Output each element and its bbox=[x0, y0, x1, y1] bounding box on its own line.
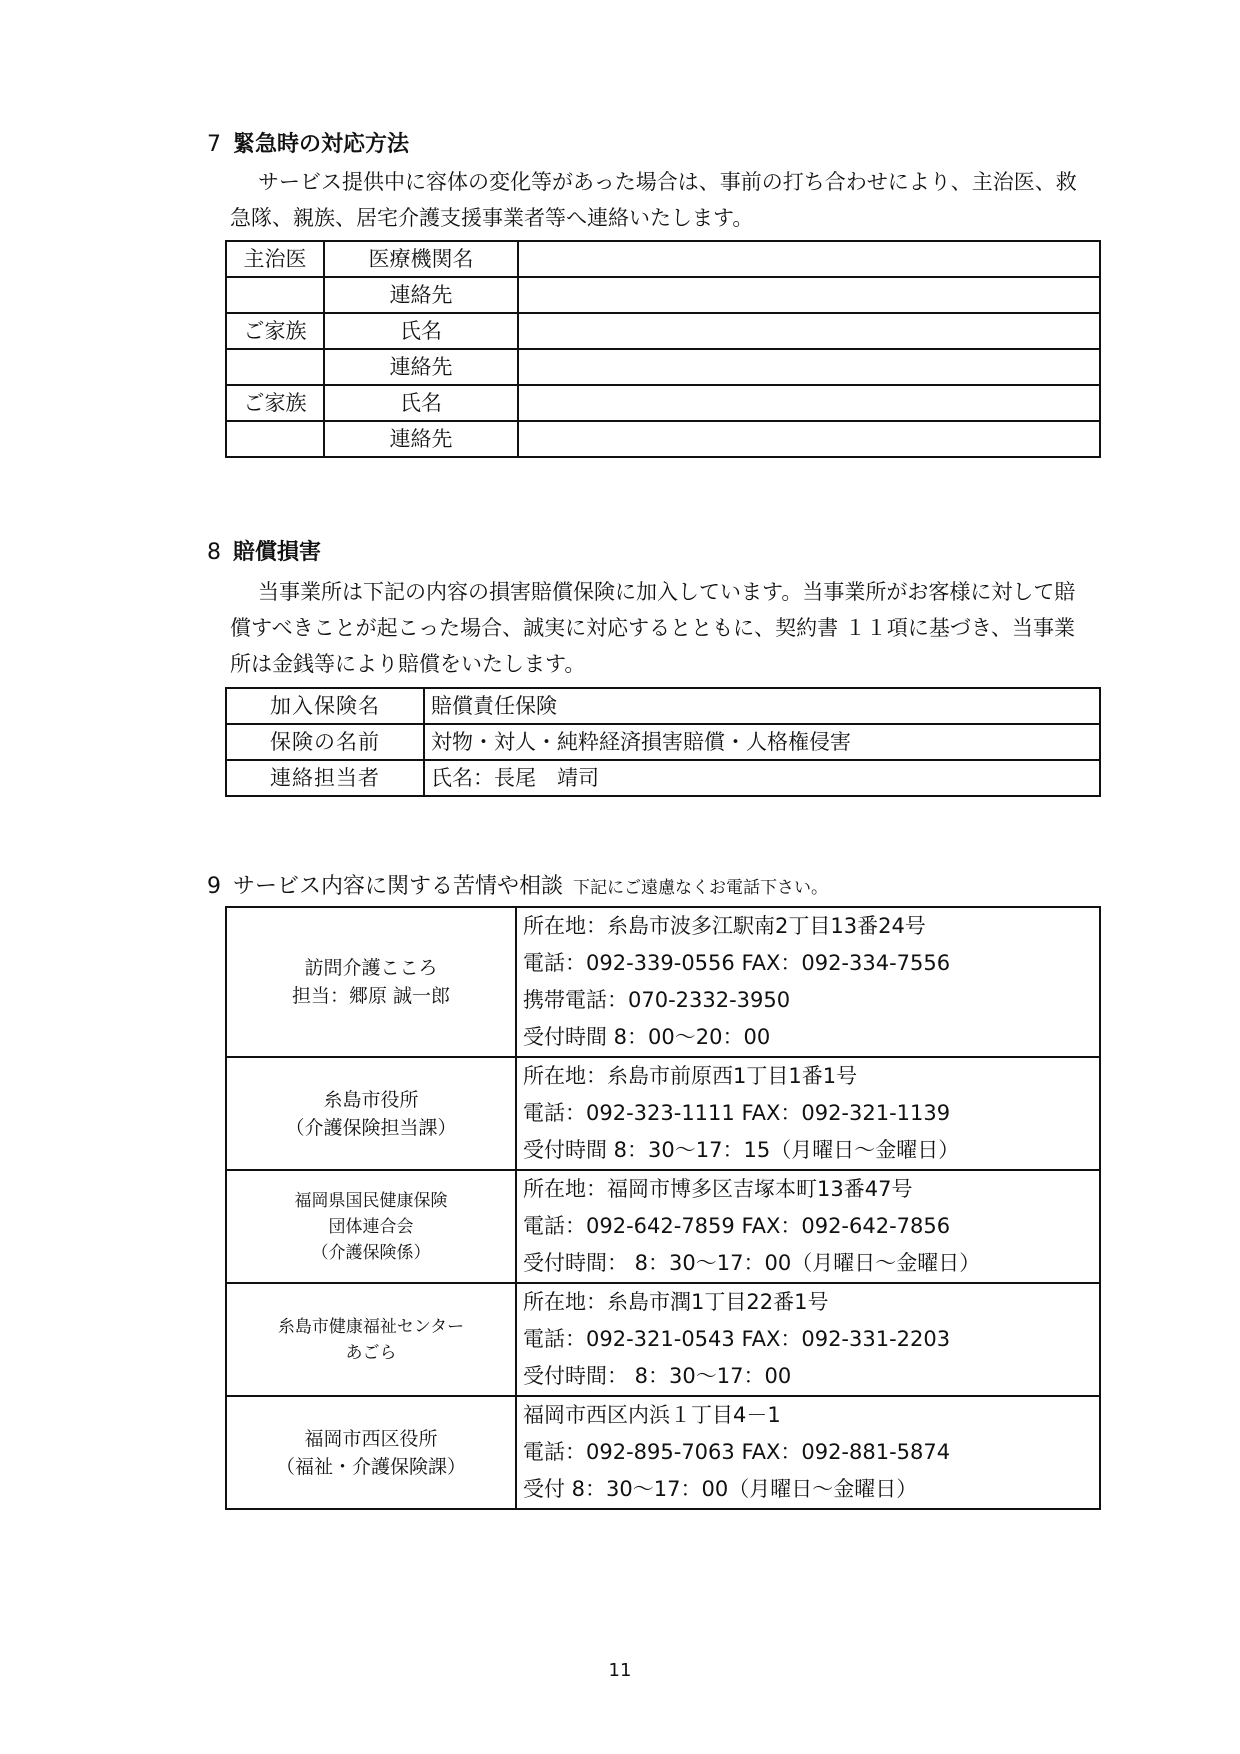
table-cell-blank bbox=[518, 349, 1100, 385]
table-row bbox=[226, 421, 1100, 457]
table-cell bbox=[226, 349, 324, 385]
table-row bbox=[226, 385, 1100, 421]
organization-cell bbox=[226, 907, 516, 1057]
table-row bbox=[226, 1283, 1100, 1396]
section-7-heading bbox=[207, 130, 409, 160]
organization-department: （福祉・介護保険課） bbox=[275, 1455, 466, 1478]
organization-name: 訪問介護こころ bbox=[304, 957, 438, 979]
organization-cell bbox=[226, 1170, 516, 1283]
table-cell-blank bbox=[518, 421, 1100, 457]
section-7-number: 7 bbox=[207, 132, 221, 157]
phone-fax-text: 電話：092-642-7859 FAX：092-642-7856 bbox=[523, 1214, 951, 1238]
table-row bbox=[226, 1057, 1100, 1170]
contact-info-cell bbox=[516, 1283, 1100, 1396]
table-cell bbox=[226, 277, 324, 313]
table-cell: 氏名 bbox=[324, 313, 518, 349]
table-cell bbox=[226, 421, 324, 457]
organization-cell bbox=[226, 1057, 516, 1170]
address-text: 所在地：糸島市潤1丁目22番1号 bbox=[523, 1290, 829, 1314]
section-8-heading bbox=[207, 538, 321, 568]
organization-name: 糸島市健康福祉センター bbox=[277, 1316, 465, 1337]
hours-text: 受付時間 8：00～20：00 bbox=[523, 1025, 771, 1049]
organization-name: 福岡市西区役所 bbox=[304, 1427, 438, 1450]
table-cell: 賠償責任保険 bbox=[424, 688, 1100, 724]
section-8-number: 8 bbox=[207, 540, 221, 565]
address-text: 所在地：糸島市波多江駅南2丁目13番24号 bbox=[523, 914, 926, 938]
table-cell: 連絡先 bbox=[324, 421, 518, 457]
organization-department: （介護保険係） bbox=[311, 1242, 431, 1263]
table-header-cell: 加入保険名 bbox=[226, 688, 424, 724]
contact-info-cell bbox=[516, 1057, 1100, 1170]
section-7-title: 緊急時の対応方法 bbox=[233, 132, 410, 157]
table-row bbox=[226, 277, 1100, 313]
hours-text: 受付時間： 8：30～17：00 bbox=[523, 1364, 792, 1388]
table-row bbox=[226, 349, 1100, 385]
complaint-contact-table bbox=[225, 906, 1101, 1510]
section-8-paragraph: 当事業所は下記の内容の損害賠償保険に加入しています。当事業所がお客様に対して賠償すべきことが起こった場合、誠実に対応するとともに、契約書 １１項に基づき、当事業所は金銭等により賠償をいたします。 bbox=[230, 580, 1076, 676]
table-cell: ご家族 bbox=[226, 385, 324, 421]
address-text: 所在地：糸島市前原西1丁目1番1号 bbox=[523, 1064, 858, 1088]
organization-name: 福岡県国民健康保険 bbox=[294, 1190, 448, 1211]
address-text: 所在地：福岡市博多区吉塚本町13番47号 bbox=[523, 1177, 913, 1201]
contact-info-cell bbox=[516, 907, 1100, 1057]
page-number: 11 bbox=[608, 1660, 632, 1681]
section-9-title: サービス内容に関する苦情や相談 bbox=[233, 874, 564, 899]
table-row bbox=[226, 688, 1100, 724]
table-cell: 対物・対人・純粋経済損害賠償・人格権侵害 bbox=[424, 724, 1100, 760]
table-cell: 連絡先 bbox=[324, 277, 518, 313]
phone-fax-text: 電話：092-321-0543 FAX：092-331-2203 bbox=[523, 1327, 951, 1351]
table-row bbox=[226, 760, 1100, 796]
section-7-paragraph: サービス提供中に容体の変化等があった場合は、事前の打ち合わせにより、主治医、救急隊、親族、居宅介護支援事業者等へ連絡いたします。 bbox=[230, 170, 1077, 230]
section-9-heading bbox=[207, 872, 828, 903]
contact-info-cell bbox=[516, 1396, 1100, 1509]
hours-text: 受付 8：30～17：00（月曜日～金曜日） bbox=[523, 1477, 918, 1501]
phone-fax-text: 電話：092-339-0556 FAX：092-334-7556 bbox=[523, 951, 951, 975]
address-text: 福岡市西区内浜１丁目4－1 bbox=[523, 1403, 781, 1427]
section-9-note: 下記にご遠慮なくお電話下さい。 bbox=[573, 878, 829, 898]
hours-text: 受付時間： 8：30～17：00（月曜日～金曜日） bbox=[523, 1251, 981, 1275]
table-cell: 氏名 bbox=[324, 385, 518, 421]
table-cell-blank bbox=[518, 277, 1100, 313]
emergency-contact-table bbox=[225, 240, 1101, 458]
table-cell-blank bbox=[518, 241, 1100, 277]
table-cell: ご家族 bbox=[226, 313, 324, 349]
table-row bbox=[226, 907, 1100, 1057]
organization-cell bbox=[226, 1396, 516, 1509]
table-row bbox=[226, 313, 1100, 349]
organization-name-line2: あごら bbox=[345, 1342, 397, 1363]
table-row bbox=[226, 241, 1100, 277]
phone-fax-text: 電話：092-323-1111 FAX：092-321-1139 bbox=[523, 1101, 951, 1125]
table-row bbox=[226, 724, 1100, 760]
organization-contact: 担当：郷原 誠一郎 bbox=[291, 985, 451, 1007]
contact-info-cell bbox=[516, 1170, 1100, 1283]
table-row bbox=[226, 1396, 1100, 1509]
table-cell: 主治医 bbox=[226, 241, 324, 277]
section-8-title: 賠償損害 bbox=[233, 540, 322, 565]
hours-text: 受付時間 8：30～17：15（月曜日～金曜日） bbox=[523, 1138, 960, 1162]
organization-cell bbox=[226, 1283, 516, 1396]
organization-name-line2: 団体連合会 bbox=[328, 1216, 414, 1237]
table-cell-blank bbox=[518, 385, 1100, 421]
table-cell: 医療機関名 bbox=[324, 241, 518, 277]
organization-department: （介護保険担当課） bbox=[285, 1116, 457, 1139]
organization-name: 糸島市役所 bbox=[323, 1088, 419, 1111]
table-cell: 連絡先 bbox=[324, 349, 518, 385]
table-row bbox=[226, 1170, 1100, 1283]
table-cell: 氏名：長尾 靖司 bbox=[424, 760, 1100, 796]
table-header-cell: 連絡担当者 bbox=[226, 760, 424, 796]
mobile-text: 携帯電話：070-2332-3950 bbox=[523, 988, 791, 1012]
phone-fax-text: 電話：092-895-7063 FAX：092-881-5874 bbox=[523, 1440, 951, 1464]
section-9-number: 9 bbox=[207, 874, 221, 899]
table-header-cell: 保険の名前 bbox=[226, 724, 424, 760]
table-cell-blank bbox=[518, 313, 1100, 349]
insurance-table bbox=[225, 687, 1101, 797]
